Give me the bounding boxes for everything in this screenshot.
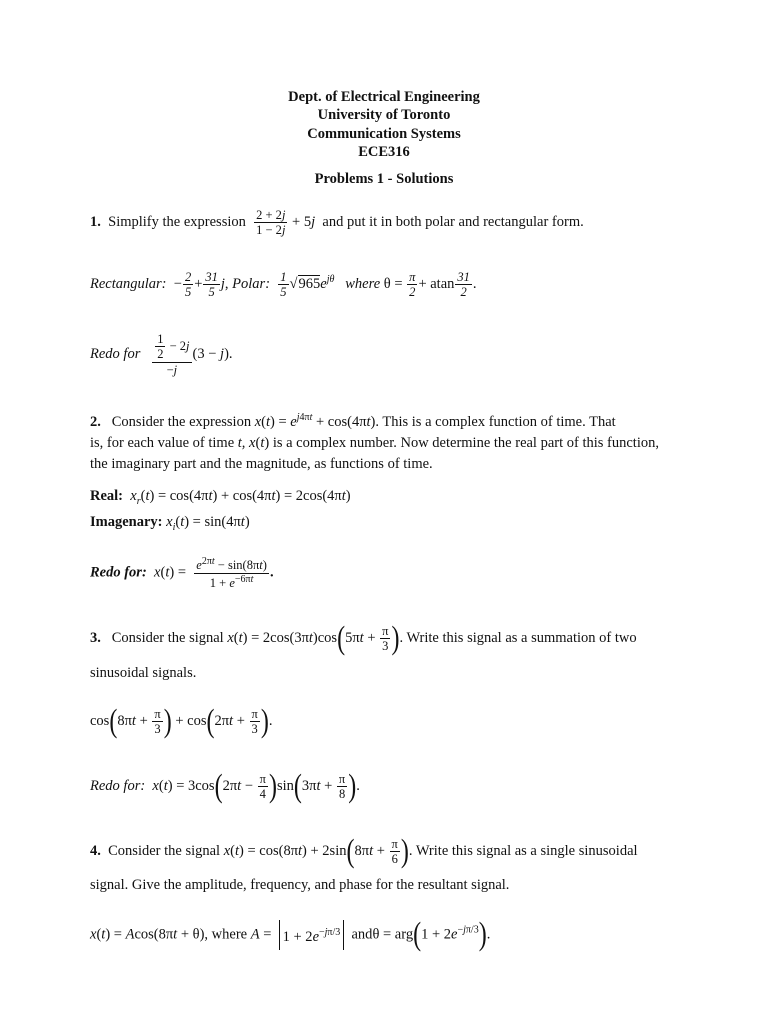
problem-4-statement: 4. Consider the signal x(t) = cos(8πt) + 2sin(8πt + $\frac{\pi}{6}$ ). Write this signal as a single sinusoidal [90,834,638,870]
university-name: University of Toronto [317,107,451,123]
dept-name: Dept. of Electrical Engineering [288,89,480,105]
problem-2-imaginary: Imagenary: $x_i(t) = \sin(4\pi t)$ [90,514,250,533]
problem-3-answer: cos(8πt + $\frac{\pi}{3}$ ) + cos(2πt + $\frac{\pi}{3}$ ). [90,704,273,740]
problem-3-text: sinusoidal signals. [90,665,197,681]
problem-2-statement: 2. Consider the expression $x(t) = e^{j4\pi t} + \cos(4\pi t)$. This is a complex function of time. That is, for each value of time t, x(t) is a complex number. Now determine the real part of this function, the imaginary part and the magnitude, as functions of time. [90,412,659,472]
problem-1-redo: Redo for $\frac{1}{2}$ − 2j −j (3 − j). [90,332,233,377]
problem-1-answer: Rectangular: − $\frac{2}{5}$ + $\frac{31}{5}$ j, Polar: $\frac{1}{5}$ $√965e^{j\theta}$ where θ = $\frac{\pi}{2}$ + atan $\frac{31}{2}$ . [90,270,477,300]
problem-2-real: Real: $x_r(t) = \cos(4\pi t) + \cos(4\pi t) = 2\cos(4\pi t)$ [90,488,351,507]
course-code: ECE316 [358,144,410,160]
problem-3-redo: Redo for: x(t) = 3cos(2πt − $\frac{\pi}{4}$ )sin(3πt + $\frac{\pi}{8}$ ). [90,769,360,805]
problem-1-statement: 1. Simplify the expression $\frac{2 + 2j}{1 - 2j}$ + 5j and put it in both polar and rectangular form. [90,208,584,238]
course-name: Communication Systems [307,126,461,142]
problem-4-text: signal. Give the amplitude, frequency, and phase for the resultant signal. [90,877,510,893]
problem-3-statement: 3. Consider the signal x(t) = 2cos(3πt)cos(5πt + $\frac{\pi}{3}$ ). Write this signal as a summation of two [90,621,637,657]
page-title: Problems 1 - Solutions [314,171,454,187]
expression-fraction: $\frac{2 + 2j}{1 - 2j}$ [256,208,286,238]
problem-2-redo: Redo for: x(t) = $\frac{e^{2\pi t} - \sin(8\pi t)}{1 + e^{-6\pi t}}$ . [90,556,274,590]
problem-4-answer: x(t) = Acos(8πt + θ), where $A = 1 + 2e^{-j\pi/3}$ $and\theta = arg(1 + 2e^{-j\pi/3})$. [90,917,491,953]
